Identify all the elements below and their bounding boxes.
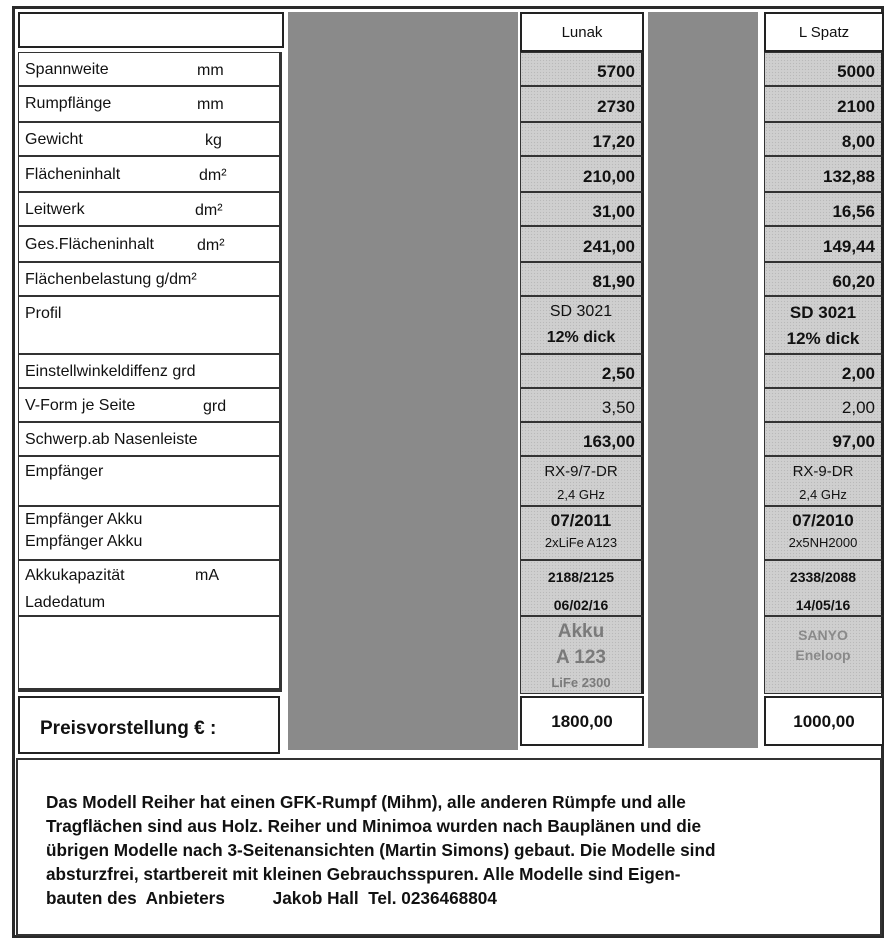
- label-text: Flächenbelastung g/dm²: [25, 271, 197, 288]
- value-flaechenbelastung: [520, 262, 644, 296]
- row-label-ges-flaecheninhalt: [18, 226, 282, 262]
- value-leitwerk: [764, 192, 884, 226]
- price-label-cell: [18, 696, 280, 754]
- value-rumpflaenge: [520, 86, 644, 122]
- label-text: Gewicht: [25, 131, 83, 148]
- label-unit: mm: [197, 96, 224, 113]
- description-line: absturzfrei, startbereit mit kleinen Gebrauchsspuren. Alle Modelle sind Eigen-: [46, 864, 681, 884]
- value-text: 3,50: [601, 398, 635, 417]
- value-text: 31,00: [592, 202, 635, 221]
- row-label-einstellwinkel: [18, 354, 282, 388]
- value-akkukapazitaet: [520, 560, 644, 616]
- row-label-flaecheninhalt: [18, 156, 282, 192]
- value-text: 81,90: [592, 272, 635, 291]
- label-text: Rumpflänge: [25, 95, 112, 112]
- value-text: 5000: [837, 62, 875, 81]
- value-profil: [520, 296, 644, 354]
- value-text: 07/2010: [792, 511, 854, 530]
- label-unit: dm²: [195, 202, 223, 219]
- label-text: Empfänger: [25, 463, 104, 480]
- value-text: 149,44: [823, 237, 875, 256]
- value-text: 12% dick: [546, 329, 616, 346]
- row-label-profil: [18, 296, 282, 354]
- value-schwerpunkt: [520, 422, 644, 456]
- value-text: 2,00: [841, 364, 875, 383]
- label-unit: dm²: [199, 167, 227, 184]
- value-text: 241,00: [583, 237, 635, 256]
- row-label-empty: [18, 616, 282, 692]
- description-box: [16, 758, 882, 936]
- description-line: Das Modell Reiher hat einen GFK-Rumpf (Mihm), alle anderen Rümpfe und alle: [46, 792, 686, 812]
- value-flaecheninhalt: [520, 156, 644, 192]
- value-v-form: [764, 388, 884, 422]
- value-empfaenger: [520, 456, 644, 506]
- label-text: V-Form je Seite: [25, 397, 136, 414]
- value-ges-flaecheninhalt: [520, 226, 644, 262]
- value-flaecheninhalt: [764, 156, 884, 192]
- value-text: 06/02/16: [553, 597, 609, 613]
- row-label-empfaenger: [18, 456, 282, 506]
- battery-label-image: [764, 616, 884, 694]
- price-value: 1800,00: [551, 712, 613, 731]
- label-text: Ladedatum: [25, 594, 106, 611]
- value-text: 16,56: [832, 202, 875, 221]
- column-name: Lunak: [561, 23, 603, 41]
- value-akkukapazitaet: [764, 560, 884, 616]
- price-value: 1000,00: [793, 712, 855, 731]
- label-unit: mA: [195, 567, 219, 584]
- redacted-column: [648, 12, 758, 748]
- value-text: 14/05/16: [795, 597, 851, 613]
- label-text: Empfänger Akku: [25, 533, 143, 550]
- battery-label-text: LiFe 2300: [551, 675, 611, 690]
- value-text: 2188/2125: [547, 569, 615, 585]
- label-column: [18, 52, 284, 692]
- value-profil: [764, 296, 884, 354]
- value-text: 132,88: [823, 167, 875, 186]
- value-text: 2,50: [601, 364, 635, 383]
- value-text: 5700: [597, 62, 635, 81]
- value-einstellwinkel: [520, 354, 644, 388]
- value-text: 2730: [597, 97, 635, 116]
- value-text: 210,00: [583, 167, 635, 186]
- battery-label-text: Eneloop: [795, 647, 851, 663]
- value-text: SD 3021: [549, 303, 613, 320]
- value-spannweite: [764, 52, 884, 86]
- value-flaechenbelastung: [764, 262, 884, 296]
- label-text: Spannweite: [25, 61, 109, 78]
- value-text: 07/2011: [550, 511, 612, 530]
- battery-label-image: [520, 616, 644, 694]
- label-unit: kg: [205, 132, 222, 149]
- value-text: 2,00: [841, 398, 875, 417]
- value-text: 2100: [837, 97, 875, 116]
- battery-label-text: SANYO: [798, 627, 848, 643]
- value-einstellwinkel: [764, 354, 884, 388]
- header-lunak: [520, 12, 644, 52]
- label-unit: dm²: [197, 237, 225, 254]
- value-text: RX-9/7-DR: [544, 463, 618, 480]
- label-text: Empfänger Akku: [25, 511, 143, 528]
- value-text: 2,4 GHz: [799, 487, 847, 502]
- value-text: 12% dick: [786, 329, 860, 348]
- value-text: 8,00: [841, 132, 875, 151]
- label-text: Leitwerk: [25, 201, 85, 218]
- row-label-rumpflaenge: [18, 86, 282, 122]
- header-blank-cell: [18, 12, 284, 48]
- row-label-gewicht: [18, 122, 282, 156]
- value-text: SD 3021: [789, 303, 857, 322]
- row-label-leitwerk: [18, 192, 282, 226]
- value-schwerpunkt: [764, 422, 884, 456]
- label-text: Akkukapazität: [25, 567, 125, 584]
- description-text: [46, 790, 876, 910]
- value-empfaenger-akku: [764, 506, 884, 560]
- price-l-spatz: [764, 696, 884, 746]
- row-label-schwerpunkt: [18, 422, 282, 456]
- row-label-v-form: [18, 388, 282, 422]
- label-unit: mm: [197, 62, 224, 79]
- value-text: 17,20: [592, 132, 635, 151]
- value-text: 60,20: [832, 272, 875, 291]
- value-empfaenger-akku: [520, 506, 644, 560]
- value-v-form: [520, 388, 644, 422]
- value-spannweite: [520, 52, 644, 86]
- value-text: 2338/2088: [789, 569, 857, 585]
- value-text: 97,00: [832, 432, 875, 451]
- label-text: Flächeninhalt: [25, 166, 121, 183]
- value-text: 163,00: [583, 432, 635, 451]
- value-leitwerk: [520, 192, 644, 226]
- value-gewicht: [520, 122, 644, 156]
- label-text: Profil: [25, 305, 62, 322]
- value-text: 2xLiFe A123: [544, 535, 618, 550]
- description-line: bauten des Anbieters Jakob Hall Tel. 0236468804: [46, 888, 497, 908]
- value-text: RX-9-DR: [792, 463, 854, 480]
- row-label-empfaenger-akku: [18, 506, 282, 560]
- value-ges-flaecheninhalt: [764, 226, 884, 262]
- value-text: 2,4 GHz: [557, 487, 605, 502]
- label-text: Ges.Flächeninhalt: [25, 236, 154, 253]
- label-text: Schwerp.ab Nasenleiste: [25, 431, 198, 448]
- label-text: Einstellwinkeldiffenz grd: [25, 363, 196, 380]
- value-text: 2x5NH2000: [788, 535, 858, 550]
- description-line: übrigen Modelle nach 3-Seitenansichten (Martin Simons) gebaut. Die Modelle sind: [46, 840, 716, 860]
- battery-label-text: A 123: [556, 647, 606, 668]
- column-name: L Spatz: [798, 23, 850, 41]
- label-unit: grd: [203, 398, 227, 415]
- row-label-spannweite: [18, 52, 282, 86]
- value-rumpflaenge: [764, 86, 884, 122]
- price-lunak: [520, 696, 644, 746]
- redacted-column: [288, 12, 518, 750]
- value-empfaenger: [764, 456, 884, 506]
- price-label: Preisvorstellung € :: [40, 718, 217, 739]
- row-label-flaechenbelastung: [18, 262, 282, 296]
- battery-label-text: Akku: [557, 621, 605, 642]
- header-l-spatz: [764, 12, 884, 52]
- value-gewicht: [764, 122, 884, 156]
- row-label-akkukapazitaet: [18, 560, 282, 616]
- description-line: Tragflächen sind aus Holz. Reiher und Minimoa wurden nach Bauplänen und die: [46, 816, 702, 836]
